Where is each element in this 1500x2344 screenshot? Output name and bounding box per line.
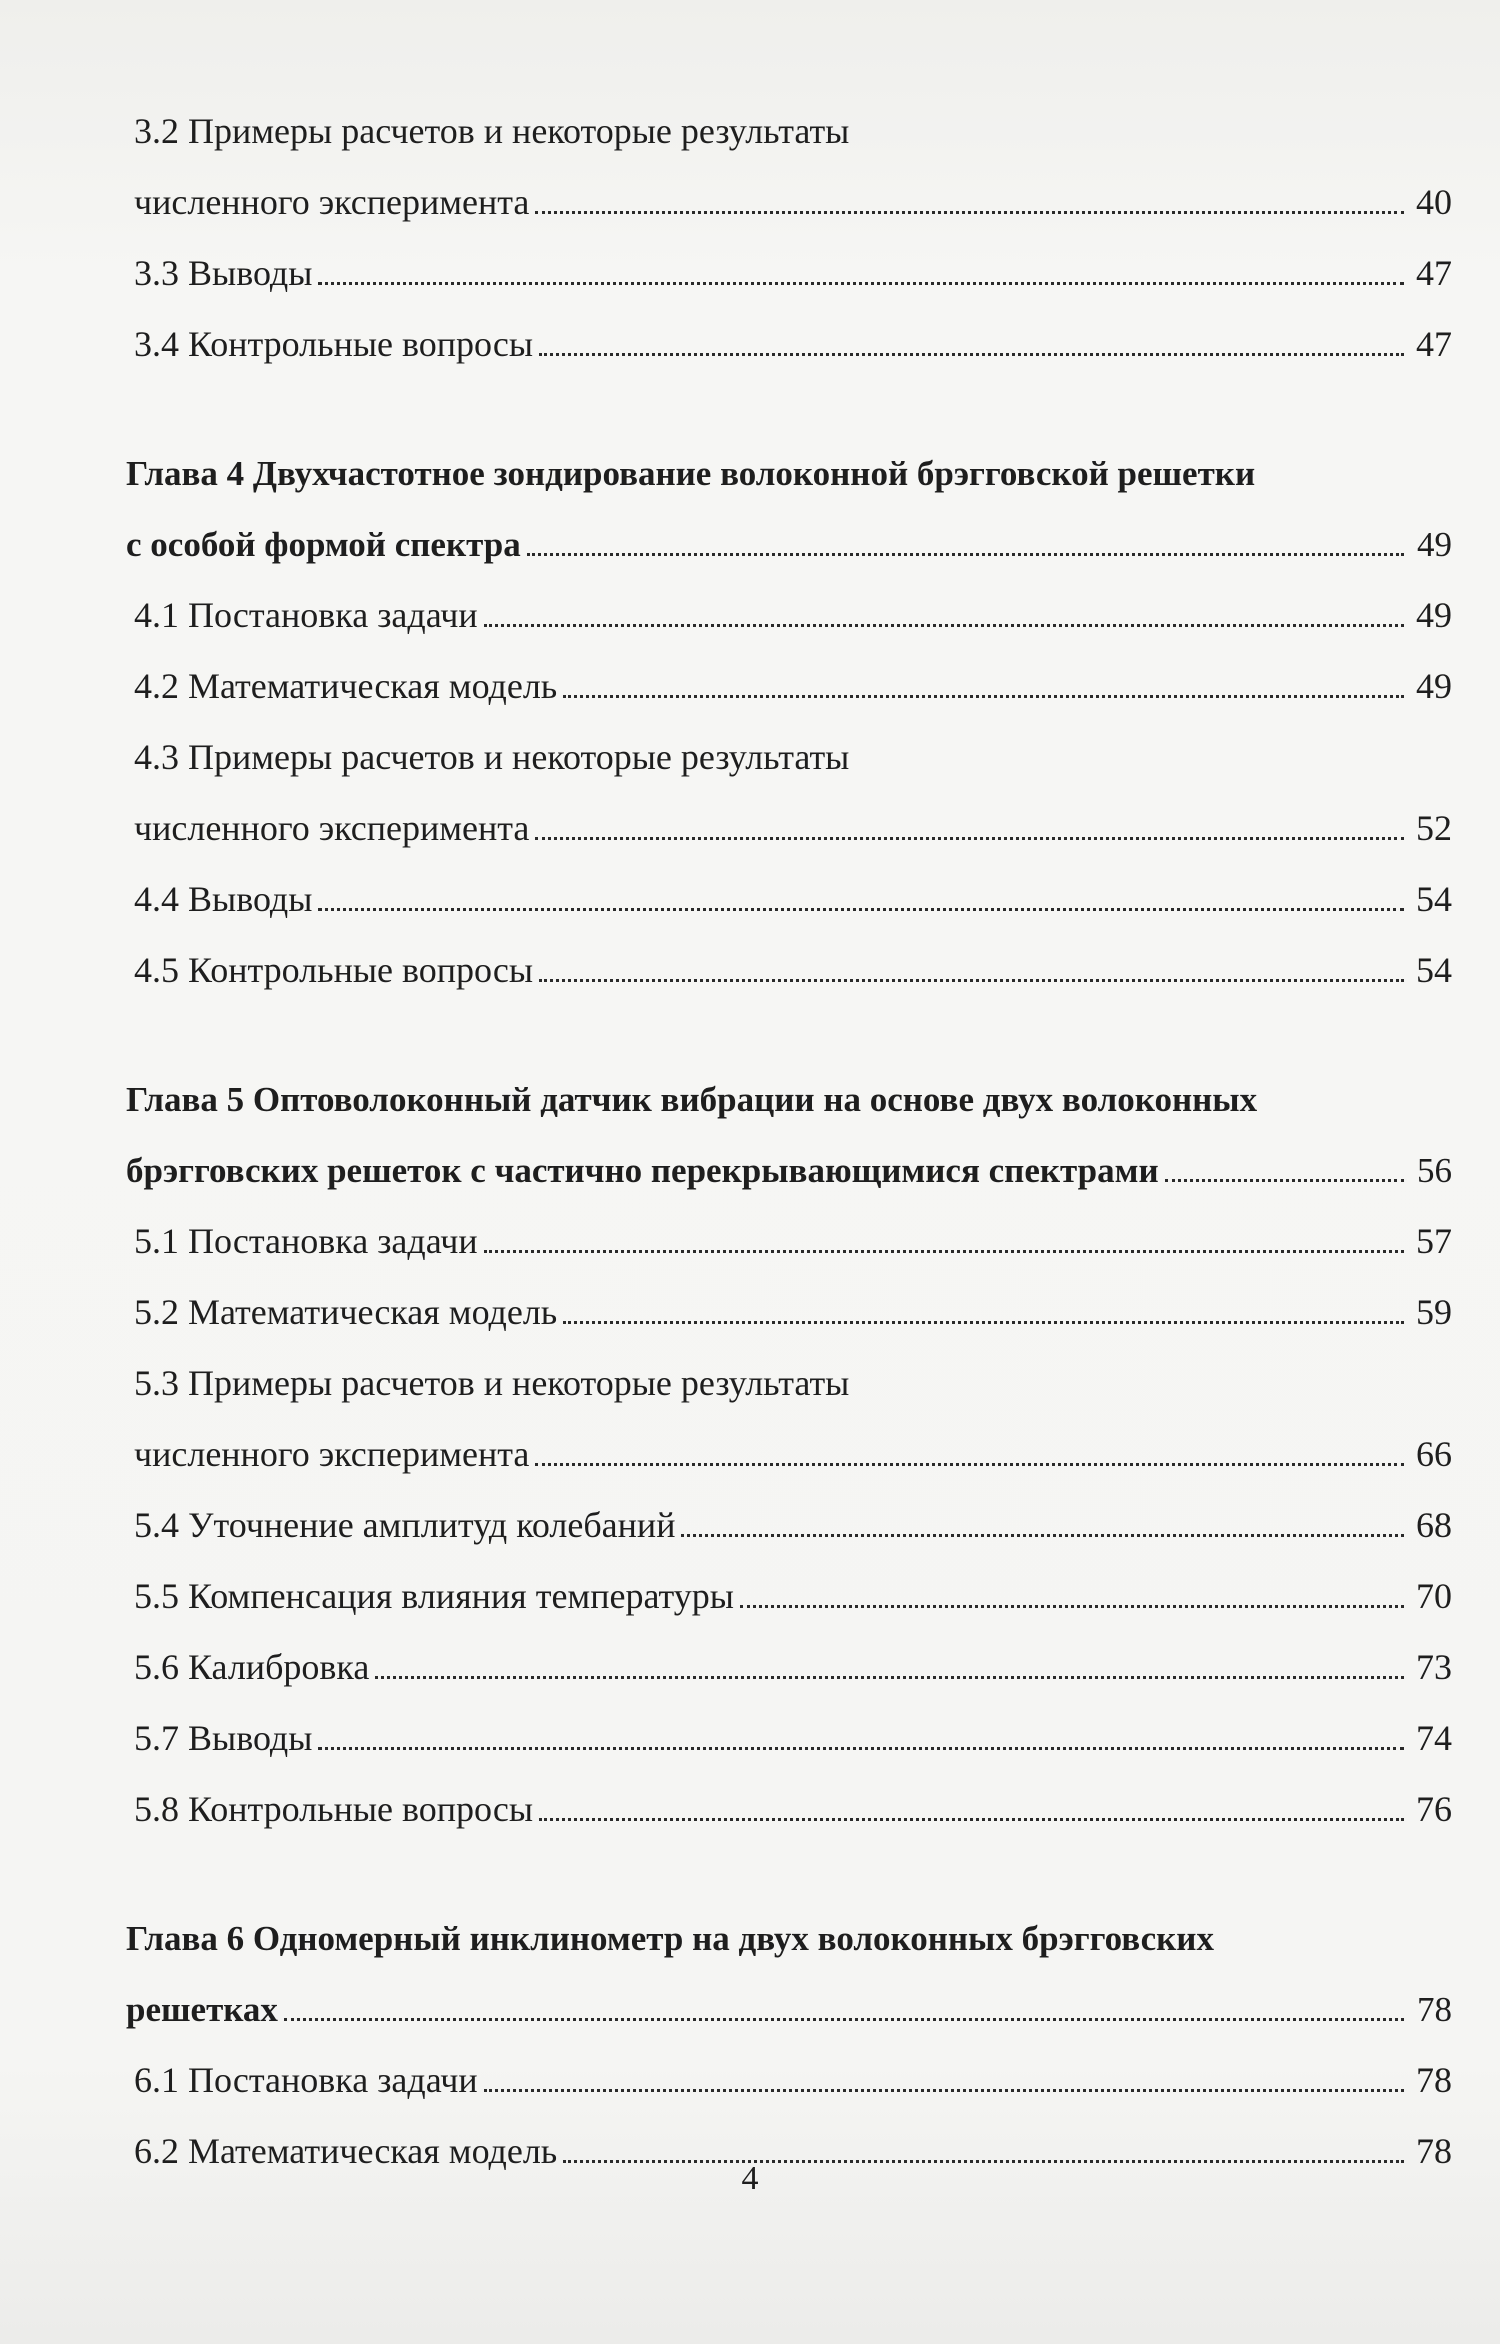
toc-entry-title: численного эксперимента: [134, 182, 530, 222]
toc-entry-5-4[interactable]: [126, 1490, 1452, 1561]
toc-entry-5-7[interactable]: [126, 1703, 1452, 1774]
toc-page-number: 49: [1416, 666, 1452, 706]
toc-entry-4-2[interactable]: [126, 651, 1452, 722]
toc-entry-5-6[interactable]: [126, 1632, 1452, 1703]
chapter-4-heading-line1: Глава 4 Двухчастотное зондирование волоконной брэгговской решетки: [126, 454, 1256, 493]
toc-page-number: 54: [1416, 950, 1452, 990]
toc-entry-title: 5.5 Компенсация влияния температуры: [134, 1576, 734, 1616]
leader-dots: [539, 979, 1404, 982]
table-of-contents: [126, 96, 1452, 2187]
toc-entry-title: 4.2 Математическая модель: [134, 666, 558, 706]
toc-entry-4-3[interactable]: [126, 793, 1452, 864]
leader-dots: [527, 553, 1404, 556]
toc-entry-title: брэгговских решеток с частично перекрывающимися спектрами: [126, 1151, 1159, 1190]
toc-entry-title: 4.1 Постановка задачи: [134, 595, 478, 635]
toc-entry-title: 6.2 Математическая модель: [134, 2131, 558, 2171]
leader-dots: [539, 353, 1404, 356]
toc-entry-title: решетках: [126, 1990, 278, 2029]
leader-dots: [318, 1747, 1404, 1750]
leader-dots: [484, 1250, 1404, 1253]
toc-page-number: 78: [1416, 2131, 1452, 2171]
toc-entry-title: 4.4 Выводы: [134, 879, 313, 919]
leader-dots: [740, 1605, 1404, 1608]
leader-dots: [563, 1321, 1404, 1324]
leader-dots: [284, 2018, 1404, 2021]
toc-entry-5-5[interactable]: [126, 1561, 1452, 1632]
toc-page-number: 54: [1416, 879, 1452, 919]
toc-entry-title: 5.8 Контрольные вопросы: [134, 1789, 534, 1829]
toc-entry-title: 4.5 Контрольные вопросы: [134, 950, 534, 990]
toc-entry-title: 5.4 Уточнение амплитуд колебаний: [134, 1505, 676, 1545]
page-number: 4: [741, 2160, 759, 2197]
toc-chapter-5[interactable]: [126, 1135, 1452, 1206]
leader-dots: [563, 695, 1404, 698]
toc-entry-5-3-line1: 5.3 Примеры расчетов и некоторые результаты: [134, 1363, 850, 1403]
toc-page-number: 78: [1417, 1990, 1452, 2029]
leader-dots: [681, 1534, 1404, 1537]
toc-page-number: 49: [1416, 595, 1452, 635]
toc-entry-title: 5.7 Выводы: [134, 1718, 313, 1758]
toc-entry-6-1[interactable]: [126, 2045, 1452, 2116]
toc-entry-5-3[interactable]: [126, 1419, 1452, 1490]
toc-entry-title: 6.1 Постановка задачи: [134, 2060, 478, 2100]
leader-dots: [535, 837, 1404, 840]
toc-page-number: 68: [1416, 1505, 1452, 1545]
leader-dots: [484, 624, 1404, 627]
leader-dots: [1165, 1179, 1404, 1182]
toc-entry-title: численного эксперимента: [134, 1434, 530, 1474]
toc-page-number: 76: [1416, 1789, 1452, 1829]
toc-page-number: 74: [1416, 1718, 1452, 1758]
toc-page-number: 78: [1416, 2060, 1452, 2100]
toc-entry-title: 5.2 Математическая модель: [134, 1292, 558, 1332]
toc-entry-5-2[interactable]: [126, 1277, 1452, 1348]
toc-chapter-6[interactable]: [126, 1974, 1452, 2045]
toc-entry-title: численного эксперимента: [134, 808, 530, 848]
toc-entry-title: 3.3 Выводы: [134, 253, 313, 293]
chapter-5-heading-line1: Глава 5 Оптоволоконный датчик вибрации на основе двух волоконных: [126, 1080, 1258, 1119]
leader-dots: [535, 1463, 1404, 1466]
toc-entry-title: с особой формой спектра: [126, 525, 521, 564]
toc-page-number: 52: [1416, 808, 1452, 848]
toc-entry-title: 5.6 Калибровка: [134, 1647, 370, 1687]
leader-dots: [318, 908, 1404, 911]
toc-page-number: 47: [1416, 253, 1452, 293]
leader-dots: [539, 1818, 1404, 1821]
toc-entry-title: 3.4 Контрольные вопросы: [134, 324, 534, 364]
chapter-6-heading-line1: Глава 6 Одномерный инклинометр на двух волоконных брэгговских: [126, 1919, 1214, 1958]
toc-page-number: 66: [1416, 1434, 1452, 1474]
toc-entry-3-4[interactable]: [126, 309, 1452, 380]
toc-entry-3-2[interactable]: [126, 167, 1452, 238]
toc-page-number: 47: [1416, 324, 1452, 364]
leader-dots: [535, 211, 1404, 214]
toc-entry-5-1[interactable]: [126, 1206, 1452, 1277]
toc-entry-4-3-line1: 4.3 Примеры расчетов и некоторые результаты: [134, 737, 850, 777]
toc-page-number: 56: [1417, 1151, 1452, 1190]
leader-dots: [318, 282, 1404, 285]
leader-dots: [375, 1676, 1404, 1679]
toc-entry-4-4[interactable]: [126, 864, 1452, 935]
leader-dots: [484, 2089, 1404, 2092]
toc-chapter-4[interactable]: [126, 509, 1452, 580]
toc-entry-5-8[interactable]: [126, 1774, 1452, 1845]
toc-page-number: 70: [1416, 1576, 1452, 1616]
toc-entry-title: 5.1 Постановка задачи: [134, 1221, 478, 1261]
toc-entry-4-5[interactable]: [126, 935, 1452, 1006]
toc-entry-4-1[interactable]: [126, 580, 1452, 651]
toc-page-number: 73: [1416, 1647, 1452, 1687]
toc-page-number: 40: [1416, 182, 1452, 222]
toc-page-number: 49: [1417, 525, 1452, 564]
toc-entry-3-2-line1: 3.2 Примеры расчетов и некоторые результаты: [134, 111, 850, 151]
toc-page-number: 57: [1416, 1221, 1452, 1261]
toc-page-number: 59: [1416, 1292, 1452, 1332]
toc-entry-3-3[interactable]: [126, 238, 1452, 309]
